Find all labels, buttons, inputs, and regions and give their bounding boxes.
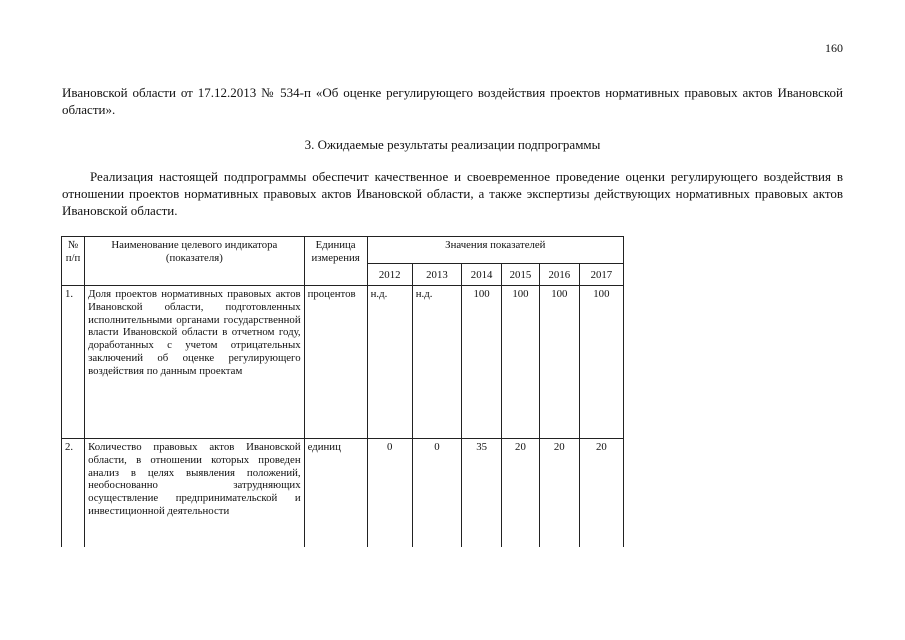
indicator-name: Доля проектов нормативных правовых актов Ивановской области, подготовленных исполнительными органами государственной власти Ивановской области в отчетном году, доработанных с учетом отрицательных заключений об оценке регулирующего воздействия по данным проектам xyxy=(85,286,305,439)
indicator-value: 20 xyxy=(539,439,579,548)
year-header: 2015 xyxy=(502,264,540,286)
body-paragraph: Реализация настоящей подпрограммы обеспечит качественное и своевременное проведение оценки регулирующего воздействия в отношении проектов нормативных правовых актов Ивановской области, а также экспертизы действующих нормативных правовых актов Ивановской области. xyxy=(62,169,843,218)
header-unit: Единица измерения xyxy=(304,237,367,286)
indicator-value: 0 xyxy=(412,439,461,548)
year-header: 2012 xyxy=(367,264,412,286)
indicator-value: н.д. xyxy=(412,286,461,439)
indicator-value: 100 xyxy=(579,286,623,439)
intro-text: Ивановской области от 17.12.2013 № 534-п «Об оценке регулирующего воздействия проектов нормативных правовых актов Ивановской области». xyxy=(62,85,843,117)
year-header: 2014 xyxy=(462,264,502,286)
indicator-value: 20 xyxy=(502,439,540,548)
header-name: Наименование целевого индикатора (показателя) xyxy=(85,237,305,286)
indicator-unit: процентов xyxy=(304,286,367,439)
indicator-value: 0 xyxy=(367,439,412,548)
header-values: Значения показателей xyxy=(367,237,623,264)
year-header: 2016 xyxy=(539,264,579,286)
indicators-table xyxy=(61,236,624,547)
indicator-unit: единиц xyxy=(304,439,367,548)
indicator-value: 20 xyxy=(579,439,623,548)
table-row xyxy=(62,439,624,548)
indicator-value: 100 xyxy=(462,286,502,439)
indicator-value: 100 xyxy=(502,286,540,439)
indicator-value: 100 xyxy=(539,286,579,439)
table-row xyxy=(62,286,624,439)
indicator-value: н.д. xyxy=(367,286,412,439)
year-header: 2017 xyxy=(579,264,623,286)
row-number: 2. xyxy=(62,439,85,548)
indicator-name: Количество правовых актов Ивановской области, в отношении которых проведен анализ в целях выявления положений, необоснованно затрудняющих осуществление предпринимательской и инвестиционной деятельности xyxy=(85,439,305,548)
indicator-value: 35 xyxy=(462,439,502,548)
header-num: № п/п xyxy=(62,237,85,286)
year-header: 2013 xyxy=(412,264,461,286)
row-number: 1. xyxy=(62,286,85,439)
section-heading: 3. Ожидаемые результаты реализации подпрограммы xyxy=(304,137,601,152)
page-number: 160 xyxy=(825,41,843,55)
